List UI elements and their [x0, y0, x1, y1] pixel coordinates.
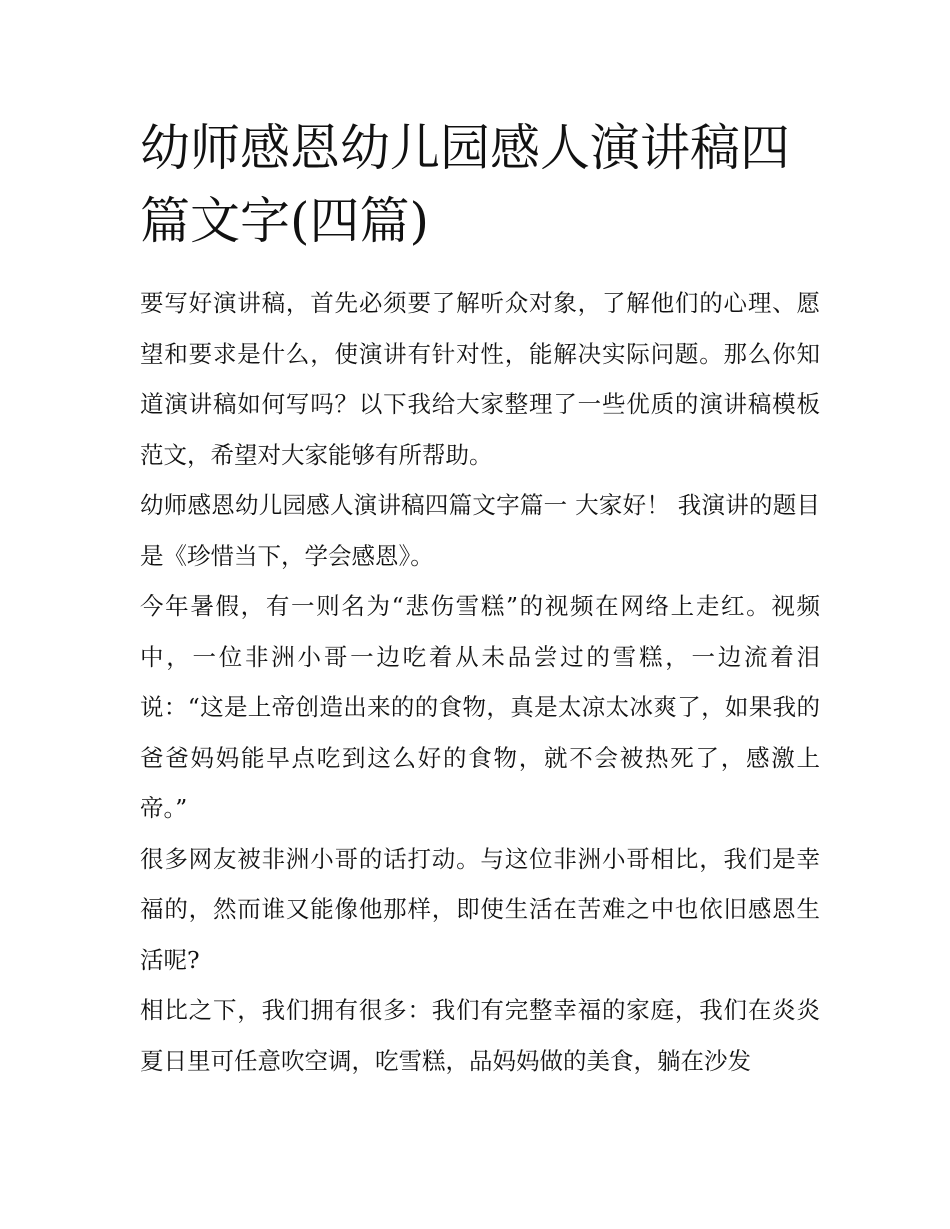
speech-heading-paragraph: 幼师感恩幼儿园感人演讲稿四篇文字篇一 大家好！ 我演讲的题目是《珍惜当下，学会感恩》。: [140, 491, 820, 570]
document-title: 幼师感恩幼儿园感人演讲稿四篇文字(四篇): [140, 119, 790, 250]
intro-paragraph: 要写好演讲稿，首先必须要了解听众对象，了解他们的心理、愿望和要求是什么，使演讲有针对性，能解决实际问题。那么你知道演讲稿如何写吗？以下我给大家整理了一些优质的演讲稿模板范文，希望对大家能够有所帮助。: [140, 289, 820, 469]
document-body: [140, 278, 820, 1086]
comparison-paragraph: 相比之下，我们拥有很多：我们有完整幸福的家庭，我们在炎炎夏日里可任意吹空调，吃雪糕，品妈妈做的美食，躺在沙发: [140, 996, 820, 1075]
reflection-paragraph: 很多网友被非洲小哥的话打动。与这位非洲小哥相比，我们是幸福的，然而谁又能像他那样，即使生活在苦难之中也依旧感恩生活呢?: [140, 844, 820, 974]
story-paragraph: 今年暑假，有一则名为“悲伤雪糕”的视频在网络上走红。视频中，一位非洲小哥一边吃着从未品尝过的雪糕，一边流着泪说：“这是上帝创造出来的的食物，真是太凉太冰爽了，如果我的爸爸妈妈能早点吃到这么好的食物，就不会被热死了，感激上帝。”: [140, 592, 820, 822]
